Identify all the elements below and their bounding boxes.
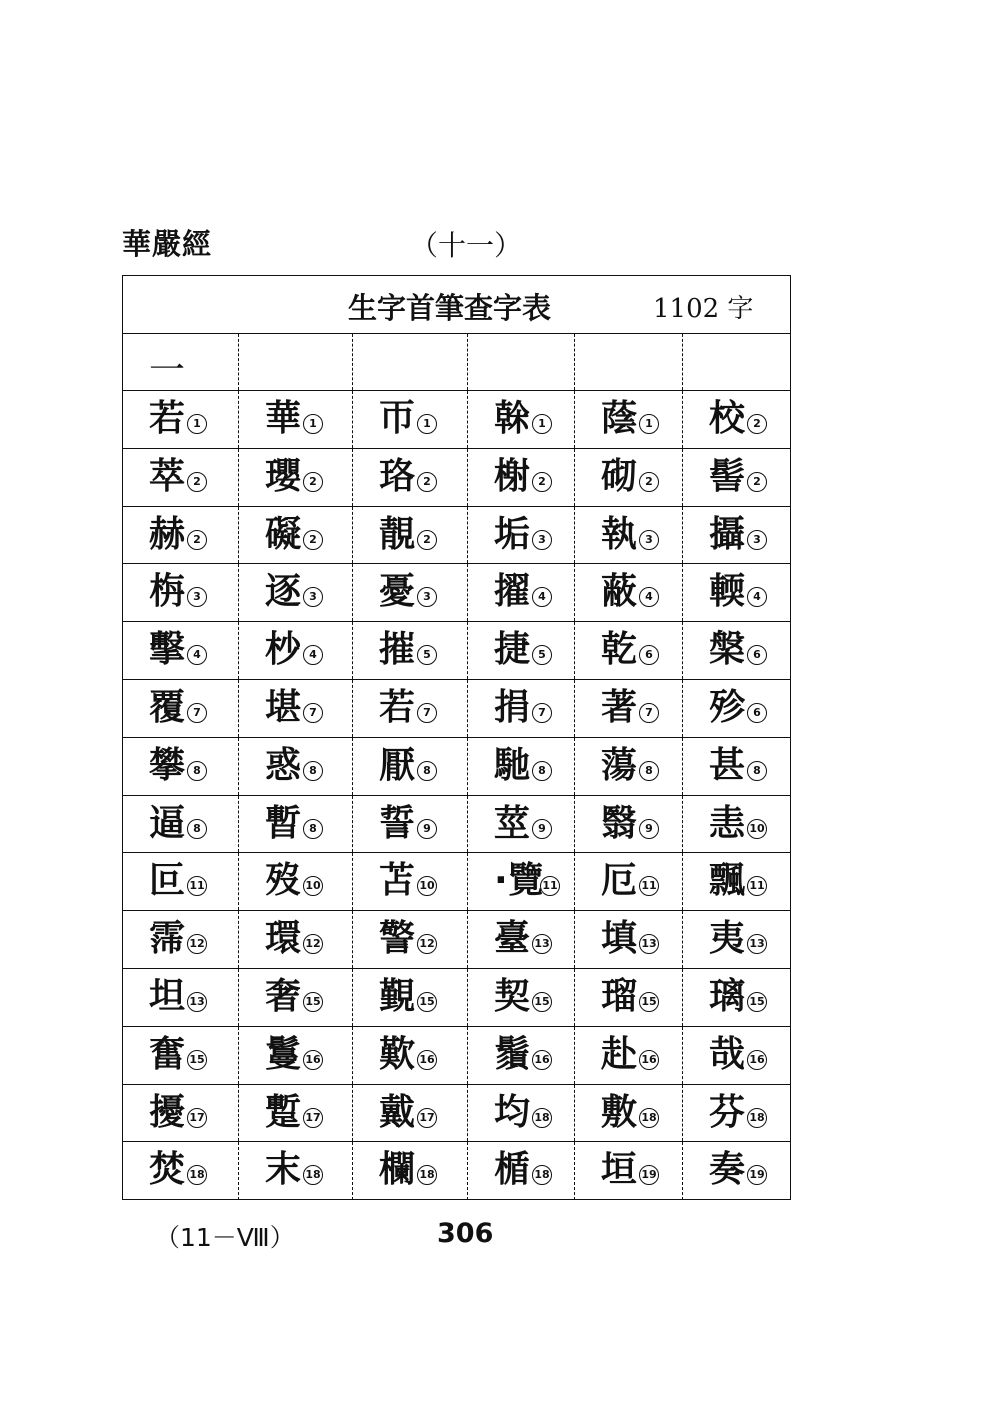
glossary-character: 均 — [494, 1091, 531, 1133]
circled-reference-number: 4 — [532, 587, 552, 607]
table-row — [123, 796, 790, 854]
table-cell — [683, 911, 792, 968]
circled-reference-number: 10 — [747, 819, 767, 839]
circled-reference-number: 11 — [540, 876, 560, 896]
table-cell — [468, 449, 575, 506]
character-table — [122, 275, 791, 1200]
circled-reference-number: 3 — [532, 530, 552, 550]
table-cell — [683, 1027, 792, 1084]
glossary-character: 叵 — [149, 860, 186, 902]
circled-reference-number: 4 — [747, 587, 767, 607]
circled-reference-number: 12 — [187, 934, 207, 954]
glossary-character: 赫 — [149, 513, 186, 555]
circled-reference-number: 8 — [187, 761, 207, 781]
table-cell — [575, 564, 683, 621]
circled-reference-number: 5 — [532, 645, 552, 665]
table-cell — [239, 680, 353, 737]
circled-reference-number: 12 — [303, 934, 323, 954]
table-cell — [468, 334, 575, 390]
glossary-character: 憂 — [379, 571, 416, 613]
page-number: 306 — [437, 1218, 494, 1249]
table-cell — [239, 1142, 353, 1200]
circled-reference-number: 9 — [417, 819, 437, 839]
table-cell — [123, 853, 239, 910]
circled-reference-number: 15 — [639, 992, 659, 1012]
table-cell — [239, 564, 353, 621]
table-cell — [575, 969, 683, 1026]
glossary-character: 楯 — [494, 1149, 531, 1191]
circled-reference-number: 18 — [417, 1165, 437, 1185]
glossary-character: 環 — [265, 918, 302, 960]
glossary-character: 飄 — [709, 860, 746, 902]
glossary-character: 敷 — [601, 1091, 638, 1133]
circled-reference-number: 2 — [187, 530, 207, 550]
glossary-character: 捷 — [494, 629, 531, 671]
circled-reference-number: 16 — [639, 1050, 659, 1070]
glossary-character: 垣 — [601, 1149, 638, 1191]
circled-reference-number: 2 — [187, 472, 207, 492]
glossary-character: 摧 — [379, 629, 416, 671]
table-cell — [123, 507, 239, 564]
table-row — [123, 622, 790, 680]
table-cell — [468, 507, 575, 564]
table-row — [123, 449, 790, 507]
circled-reference-number: 16 — [303, 1050, 323, 1070]
table-cell — [468, 738, 575, 795]
table-cell — [468, 853, 575, 910]
circled-reference-number: 2 — [417, 472, 437, 492]
glossary-character: 垢 — [494, 513, 531, 555]
circled-reference-number: 8 — [303, 761, 323, 781]
table-row — [123, 564, 790, 622]
glossary-character: 赴 — [601, 1033, 638, 1075]
table-cell — [239, 622, 353, 679]
glossary-character: 榦 — [494, 398, 531, 439]
glossary-character: 戴 — [379, 1091, 416, 1133]
circled-reference-number: 17 — [303, 1108, 323, 1128]
glossary-character: 堪 — [265, 687, 302, 728]
table-cell — [683, 334, 792, 390]
glossary-character: 暫 — [265, 802, 302, 844]
table-row — [123, 1027, 790, 1085]
table-cell — [353, 1085, 468, 1142]
glossary-character: 哉 — [709, 1033, 746, 1075]
table-row — [123, 391, 790, 449]
circled-reference-number: 3 — [639, 530, 659, 550]
circled-reference-number: 11 — [187, 876, 207, 896]
glossary-character: 警 — [379, 918, 416, 960]
circled-reference-number: 4 — [639, 587, 659, 607]
table-cell — [353, 622, 468, 679]
table-cell — [575, 680, 683, 737]
circled-reference-number: 15 — [187, 1050, 207, 1070]
circled-reference-number: 8 — [532, 761, 552, 781]
circled-reference-number: 10 — [417, 876, 437, 896]
table-cell — [123, 1085, 239, 1142]
circled-reference-number: 16 — [747, 1050, 767, 1070]
circled-reference-number: 6 — [747, 645, 767, 665]
table-cell — [575, 1027, 683, 1084]
glossary-character: 馳 — [494, 744, 531, 786]
table-cell — [353, 1027, 468, 1084]
table-cell — [575, 796, 683, 853]
table-cell — [239, 334, 353, 390]
table-cell — [123, 1027, 239, 1084]
circled-reference-number: 7 — [417, 703, 437, 723]
table-cell — [123, 622, 239, 679]
table-row — [123, 738, 790, 796]
table-cell — [683, 449, 792, 506]
table-cell — [575, 1085, 683, 1142]
circled-reference-number: 17 — [187, 1108, 207, 1128]
table-cell — [468, 1027, 575, 1084]
volume-code: （11－Ⅷ） — [155, 1223, 295, 1252]
circled-reference-number: 2 — [303, 472, 323, 492]
table-cell — [468, 564, 575, 621]
circled-reference-number: 17 — [417, 1108, 437, 1128]
circled-reference-number: 3 — [417, 587, 437, 607]
table-cell — [468, 969, 575, 1026]
table-cell — [123, 391, 239, 448]
glossary-character: 擾 — [149, 1091, 186, 1133]
circled-reference-number: 1 — [532, 414, 552, 434]
circled-reference-number: 16 — [417, 1050, 437, 1070]
glossary-character: 著 — [601, 687, 638, 728]
table-row — [123, 911, 790, 969]
glossary-character: 末 — [265, 1149, 302, 1191]
table-row — [123, 969, 790, 1027]
table-cell — [683, 391, 792, 448]
glossary-character: 欄 — [379, 1149, 416, 1191]
glossary-character: 輭 — [709, 571, 746, 613]
table-cell — [683, 507, 792, 564]
circled-reference-number: 15 — [303, 992, 323, 1012]
circled-reference-number: 18 — [532, 1165, 552, 1185]
character-count: 1102 字 — [653, 294, 754, 324]
glossary-character: 苫 — [379, 860, 416, 902]
table-cell — [353, 969, 468, 1026]
table-cell — [575, 334, 683, 390]
table-cell — [239, 449, 353, 506]
glossary-character: 厄 — [601, 860, 638, 902]
circled-reference-number: 12 — [417, 934, 437, 954]
volume-number: （十一） — [410, 229, 523, 262]
table-cell — [468, 1142, 575, 1200]
glossary-character: 芬 — [709, 1091, 746, 1133]
table-cell — [239, 1085, 353, 1142]
table-row — [123, 1085, 790, 1143]
glossary-character: 鬚 — [494, 1033, 531, 1075]
glossary-character: 契 — [494, 976, 531, 1017]
glossary-character: 擢 — [494, 571, 531, 613]
glossary-character: 夷 — [709, 918, 746, 960]
circled-reference-number: 7 — [532, 703, 552, 723]
glossary-character: 蔽 — [601, 571, 638, 613]
table-cell — [239, 738, 353, 795]
circled-reference-number: 9 — [639, 819, 659, 839]
circled-reference-number: 1 — [639, 414, 659, 434]
circled-reference-number: 15 — [532, 992, 552, 1012]
circled-reference-number: 7 — [639, 703, 659, 723]
table-cell — [575, 391, 683, 448]
table-cell — [683, 622, 792, 679]
circled-reference-number: 7 — [187, 703, 207, 723]
circled-reference-number: 5 — [417, 645, 437, 665]
glossary-character: 攀 — [149, 744, 186, 786]
table-cell — [353, 507, 468, 564]
table-cell — [353, 911, 468, 968]
circled-reference-number: 1 — [417, 414, 437, 434]
glossary-character: 歿 — [265, 860, 302, 902]
circled-reference-number: 1 — [303, 414, 323, 434]
circled-reference-number: 19 — [747, 1165, 767, 1185]
table-cell — [468, 911, 575, 968]
circled-reference-number: 18 — [303, 1165, 323, 1185]
circled-reference-number: 1 — [187, 414, 207, 434]
glossary-character: 覆 — [149, 687, 186, 728]
glossary-character: 栴 — [149, 571, 186, 613]
table-cell — [123, 449, 239, 506]
table-cell — [683, 796, 792, 853]
glossary-character: 覲 — [379, 976, 416, 1017]
table-cell — [683, 1085, 792, 1142]
circled-reference-number: 8 — [747, 761, 767, 781]
glossary-character: 坦 — [149, 976, 186, 1017]
table-cell — [353, 738, 468, 795]
glossary-character: 奮 — [149, 1033, 186, 1075]
circled-reference-number: 18 — [747, 1108, 767, 1128]
table-cell — [353, 334, 468, 390]
glossary-character: 霈 — [149, 918, 186, 960]
circled-reference-number: 18 — [532, 1108, 552, 1128]
circled-reference-number: 19 — [639, 1165, 659, 1185]
table-cell — [468, 796, 575, 853]
table-cell — [575, 622, 683, 679]
table-cell — [353, 1142, 468, 1200]
table-cell — [353, 449, 468, 506]
glossary-character: 榭 — [494, 455, 531, 497]
glossary-character: 校 — [709, 398, 746, 439]
glossary-character: 若 — [379, 687, 416, 728]
table-row — [123, 853, 790, 911]
circled-reference-number: 8 — [187, 819, 207, 839]
circled-reference-number: 15 — [747, 992, 767, 1012]
table-cell — [239, 391, 353, 448]
table-cell — [683, 853, 792, 910]
table-cell — [683, 738, 792, 795]
circled-reference-number: 4 — [187, 645, 207, 665]
glossary-character: 擊 — [149, 629, 186, 671]
circled-reference-number: 13 — [747, 934, 767, 954]
circled-reference-number: 13 — [639, 934, 659, 954]
table-cell — [575, 911, 683, 968]
table-cell — [353, 564, 468, 621]
table-cell — [575, 738, 683, 795]
stroke-label-row — [123, 334, 790, 391]
table-cell — [683, 969, 792, 1026]
table-cell — [239, 853, 353, 910]
table-cell — [123, 738, 239, 795]
circled-reference-number: 2 — [639, 472, 659, 492]
table-cell — [123, 334, 239, 390]
table-cell — [353, 391, 468, 448]
glossary-character: 殄 — [709, 687, 746, 728]
circled-reference-number: 11 — [639, 876, 659, 896]
circled-reference-number: 6 — [747, 703, 767, 723]
glossary-character: 臺 — [494, 918, 531, 960]
glossary-character: 帀 — [379, 398, 416, 439]
table-cell — [683, 564, 792, 621]
circled-reference-number: 18 — [187, 1165, 207, 1185]
circled-reference-number: 15 — [417, 992, 437, 1012]
circled-reference-number: 10 — [303, 876, 323, 896]
circled-reference-number: 16 — [532, 1050, 552, 1070]
glossary-character: 執 — [601, 513, 638, 555]
table-cell — [468, 391, 575, 448]
glossary-character: 惑 — [265, 744, 302, 786]
circled-reference-number: 2 — [532, 472, 552, 492]
glossary-character: 奢 — [265, 976, 302, 1017]
glossary-character: 靚 — [379, 513, 416, 555]
table-cell — [239, 507, 353, 564]
table-cell — [575, 1142, 683, 1200]
table-cell — [123, 564, 239, 621]
glossary-character: 鬘 — [265, 1033, 302, 1075]
circled-reference-number: 3 — [187, 587, 207, 607]
glossary-character: 逐 — [265, 571, 302, 613]
glossary-character: 杪 — [265, 629, 302, 671]
table-cell — [353, 796, 468, 853]
glossary-character: 翳 — [601, 802, 638, 844]
glossary-character: 璃 — [709, 976, 746, 1017]
table-cell — [123, 969, 239, 1026]
table-row — [123, 507, 790, 565]
table-cell — [353, 853, 468, 910]
circled-reference-number: 2 — [747, 414, 767, 434]
circled-reference-number: 3 — [303, 587, 323, 607]
table-cell — [575, 853, 683, 910]
glossary-character: 焚 — [149, 1149, 186, 1191]
table-cell — [123, 1142, 239, 1200]
table-cell — [468, 622, 575, 679]
table-cell — [575, 449, 683, 506]
circled-reference-number: 6 — [639, 645, 659, 665]
circled-reference-number: 2 — [417, 530, 437, 550]
glossary-character: 誓 — [379, 802, 416, 844]
table-cell — [123, 796, 239, 853]
glossary-character: 髻 — [709, 455, 746, 497]
glossary-character: 蹔 — [265, 1091, 302, 1133]
table-cell — [683, 680, 792, 737]
table-cell — [683, 1142, 792, 1200]
circled-reference-number: 3 — [747, 530, 767, 550]
table-cell — [239, 796, 353, 853]
circled-reference-number: 8 — [417, 761, 437, 781]
table-cell — [575, 507, 683, 564]
circled-reference-number: 9 — [532, 819, 552, 839]
table-cell — [468, 680, 575, 737]
circled-reference-number: 11 — [747, 876, 767, 896]
table-cell — [239, 911, 353, 968]
glossary-character: 甚 — [709, 744, 746, 786]
glossary-character: 逼 — [149, 802, 186, 844]
glossary-character: 歎 — [379, 1033, 416, 1075]
table-cell — [239, 1027, 353, 1084]
glossary-character: 莖 — [494, 802, 531, 844]
table-title: 生字首筆查字表 — [348, 291, 552, 325]
circled-reference-number: 2 — [747, 472, 767, 492]
stroke-label: 一 — [149, 350, 186, 391]
circled-reference-number: 18 — [639, 1108, 659, 1128]
glossary-character: 珞 — [379, 455, 416, 497]
circled-reference-number: 13 — [187, 992, 207, 1012]
glossary-character: 攝 — [709, 513, 746, 555]
glossary-character: 捐 — [494, 687, 531, 728]
circled-reference-number: 2 — [303, 530, 323, 550]
glossary-character: 瓔 — [265, 455, 302, 497]
table-row — [123, 1142, 790, 1200]
glossary-character: 填 — [601, 918, 638, 960]
circled-reference-number: 7 — [303, 703, 323, 723]
glossary-character: 礙 — [265, 513, 302, 555]
table-cell — [123, 911, 239, 968]
table-row — [123, 680, 790, 738]
table-cell — [123, 680, 239, 737]
table-cell — [239, 969, 353, 1026]
glossary-character: 乾 — [601, 629, 638, 671]
glossary-character: 蕩 — [601, 744, 638, 786]
glossary-character: 厭 — [379, 744, 416, 786]
glossary-character: 砌 — [601, 455, 638, 497]
glossary-character: 恚 — [709, 802, 746, 844]
glossary-character: 奏 — [709, 1149, 746, 1191]
glossary-character: 華 — [265, 398, 302, 439]
glossary-character: 槃 — [709, 629, 746, 671]
glossary-character: 瑠 — [601, 976, 638, 1017]
glossary-character: 若 — [149, 398, 186, 439]
glossary-character: 萃 — [149, 455, 186, 497]
circled-reference-number: 8 — [639, 761, 659, 781]
document-title: 華嚴經 — [122, 227, 213, 261]
glossary-character: ·覽 — [494, 860, 544, 902]
table-heading — [123, 276, 790, 334]
table-cell — [468, 1085, 575, 1142]
circled-reference-number: 4 — [303, 645, 323, 665]
glossary-character: 蔭 — [601, 398, 638, 439]
circled-reference-number: 8 — [303, 819, 323, 839]
table-cell — [353, 680, 468, 737]
circled-reference-number: 13 — [532, 934, 552, 954]
